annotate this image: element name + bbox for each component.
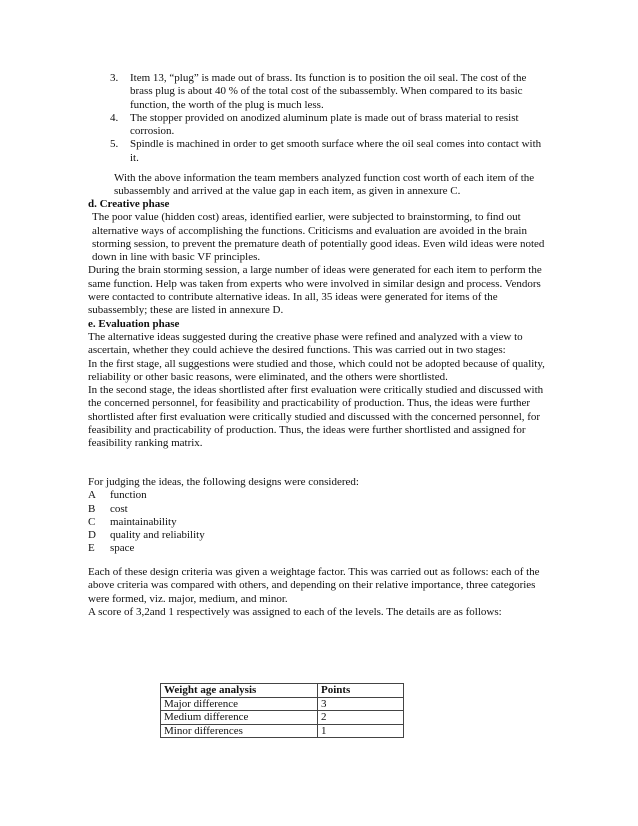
table-header-cell: Points [318, 684, 404, 698]
numbered-list [110, 72, 550, 165]
table-row [161, 697, 404, 711]
items-summary-paragraph: With the above information the team members analyzed function cost worth of each item of the subassembly and arrived at the value gap in each item, as given in annexure C. [114, 172, 535, 198]
criteria-letter: A [88, 489, 96, 502]
table-row [161, 724, 404, 738]
criteria-text: cost [110, 502, 128, 515]
criteria-item [88, 503, 548, 516]
list-item [110, 72, 550, 112]
evaluation-paragraph-2: In the first stage, all suggestions were studied and those, which could not be adopted because of quality, reliability or other basic reasons, were eliminated, and the others were shortlisted. [88, 357, 545, 383]
criteria-item [88, 542, 548, 555]
criteria-text: quality and reliability [110, 529, 205, 542]
table-cell: 3 [318, 697, 404, 711]
criteria-list [88, 489, 548, 555]
weightage-section [88, 566, 548, 619]
criteria-text: function [110, 489, 147, 502]
list-item [110, 112, 550, 139]
list-item [110, 138, 550, 165]
table-cell: Minor differences [161, 724, 318, 738]
criteria-letter: D [88, 529, 96, 542]
weightage-table [160, 683, 404, 738]
criteria-item [88, 489, 548, 502]
table-cell: 2 [318, 711, 404, 725]
list-item-number: 5. [110, 138, 119, 151]
criteria-letter: C [88, 515, 96, 528]
table-row [161, 711, 404, 725]
list-item-number: 3. [110, 72, 119, 84]
criteria-item [88, 529, 548, 542]
table-cell: Major difference [161, 697, 318, 711]
creative-paragraph-2: During the brain storming session, a large number of ideas were generated for each item to perform the same function. Help was taken from experts who were involved in similar design and process. Vendors were contacted to contribute alternative ideas. In all, 35 ideas were generated for items of the subassembly; these are listed in annexure D. [88, 264, 542, 317]
list-item-number: 4. [110, 111, 119, 124]
criteria-intro: For judging the ideas, the following designs were considered: [88, 476, 359, 488]
table-header-cell: Weight age analysis [161, 684, 318, 698]
weightage-paragraph-1: Each of these design criteria was given a weightage factor. This was carried out as follows: each of the above criteria was compared with others, and depending on their relative importance, three categories were formed, viz. major, medium, and minor. [88, 566, 540, 605]
criteria-section [88, 476, 548, 556]
list-item-text: Spindle is machined in order to get smooth surface where the oil seal comes into contact with it. [130, 138, 542, 164]
creative-paragraph-1: The poor value (hidden cost) areas, identified earlier, were subjected to brainstorming, to find out alternative ways of accomplishing the functions. Criticisms and evaluation are avoided in the brain storming session, to prevent the premature death of potentially good ideas. Even wild ideas were noted down in line with basic VF principles. [92, 211, 545, 264]
table-cell: Medium difference [161, 711, 318, 725]
list-item-text: The stopper provided on anodized aluminum plate is made out of brass material to resist corrosion. [130, 111, 519, 138]
creative-heading: d. Creative phase [88, 198, 170, 210]
weightage-paragraph-2: A score of 3,2and 1 respectively was assigned to each of the levels. The details are as follows: [88, 605, 502, 618]
criteria-item [88, 516, 548, 529]
list-item-text: Item 13, “plug” is made out of brass. Its function is to position the oil seal. The cost of the brass plug is about 40 % of the total cost of the subassembly. When compared to its basic function, the worth of the plug is much less. [130, 72, 527, 111]
creative-section [88, 198, 548, 451]
evaluation-heading: e. Evaluation phase [88, 317, 180, 330]
criteria-letter: E [88, 542, 95, 555]
criteria-text: space [110, 542, 135, 555]
table-header-row [161, 684, 404, 698]
table-cell: 1 [318, 724, 404, 738]
evaluation-paragraph-1: The alternative ideas suggested during the creative phase were refined and analyzed with a view to ascertain, whether they could achieve the desired functions. This was carried out in two stages: [88, 330, 523, 357]
evaluation-paragraph-3: In the second stage, the ideas shortlisted after first evaluation were critically studied and discussed with the concerned personnel, for feasibility and practicability of production. Thus, the ideas were further shortlisted after first evaluation were critically studied and discussed with the concerned personnel, for feasibility and practicability of production. Thus, the ideas were further shortlisted and assigned for feasibility ranking matrix. [88, 384, 544, 450]
criteria-letter: B [88, 502, 96, 515]
criteria-text: maintainability [110, 515, 177, 528]
